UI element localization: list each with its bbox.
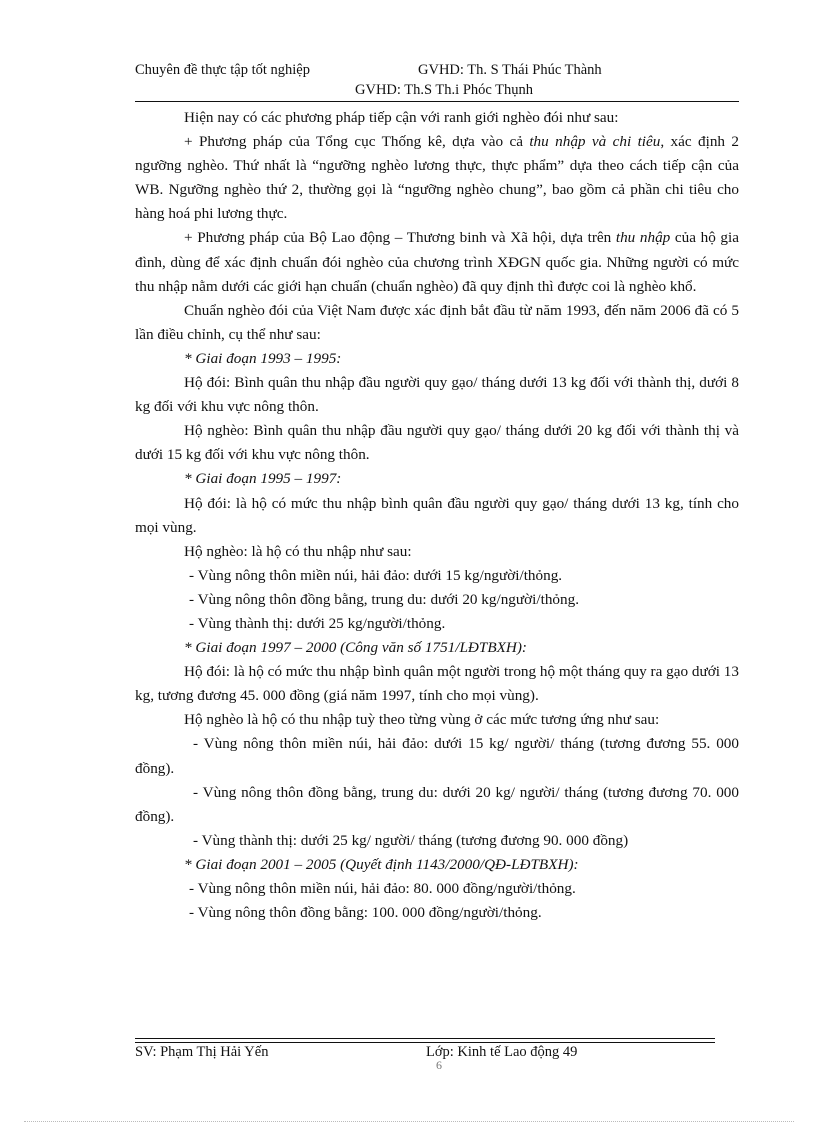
period-2-poor: Hộ nghèo: là hộ có thu nhập như sau:	[184, 542, 412, 560]
list-item: - Vùng nông thôn đồng bằng, trung du: dưới 20 kg/người/thỏng.	[189, 590, 579, 608]
header-advisor-2: GVHD: Th.S Th.i Phóc Thụnh	[355, 82, 534, 98]
page-bottom-edge	[24, 1121, 794, 1122]
method-1-paragraph: + Phương pháp của Tổng cục Thống kê, dựa vào cả thu nhập và chi tiêu, xác định 2 ngưỡng nghèo. Thứ nhất là “ngưỡng nghèo lương thực, thực phẩm” dựa theo cách tiếp cận của WB. Ngưỡng nghèo thứ 2, thường gọi là “ngưỡng nghèo chung”, bao gồm cả phần chi tiêu cho hàng hoá phi lương thực.	[135, 133, 740, 223]
method-2-paragraph: + Phương pháp của Bộ Lao động – Thương binh và Xã hội, dựa trên thu nhập của hộ gia đình, dùng để xác định chuẩn đói nghèo của chương trình XĐGN quốc gia. Những người có mức thu nhập nằm dưới các giới hạn chuẩn (chuẩn nghèo) đã quy định thì được coi là nghèo khổ.	[135, 229, 739, 295]
list-item: - Vùng thành thị: dưới 25 kg/người/thỏng.	[189, 614, 446, 632]
document-body	[135, 106, 739, 925]
footer-divider-double	[135, 1042, 715, 1043]
period-4-heading: * Giai đoạn 2001 – 2005 (Quyết định 1143/2000/QĐ-LĐTBXH):	[184, 855, 579, 873]
period-1-heading: * Giai đoạn 1993 – 1995:	[184, 349, 342, 367]
footer-class: Lớp: Kinh tế Lao động 49	[426, 1044, 578, 1060]
period-2-hungry: Hộ đói: là hộ có mức thu nhập bình quân đầu người quy gạo/ tháng dưới 13 kg, tính cho mọi vùng.	[135, 494, 739, 536]
period-3-poor: Hộ nghèo là hộ có thu nhập tuỳ theo từng vùng ở các mức tương ứng như sau:	[184, 711, 660, 729]
standard-intro-paragraph: Chuẩn nghèo đói của Việt Nam được xác định bắt đầu từ năm 1993, đến năm 2006 đã có 5 lần điều chỉnh, cụ thể như sau:	[135, 301, 739, 343]
list-item: - Vùng nông thôn miền núi, hải đảo: dưới 15 kg/người/thỏng.	[189, 566, 563, 584]
period-2-heading: * Giai đoạn 1995 – 1997:	[184, 470, 342, 488]
footer-divider	[135, 1038, 715, 1039]
header-divider	[135, 101, 739, 102]
list-item: - Vùng nông thôn đồng bằng: 100. 000 đồng/người/thỏng.	[189, 904, 542, 922]
period-3-hungry: Hộ đói: là hộ có mức thu nhập bình quân một người trong hộ một tháng quy ra gạo dưới 13 kg, tương đương 45. 000 đồng (giá năm 1997, tính cho mọi vùng).	[135, 663, 739, 705]
list-item: - Vùng thành thị: dưới 25 kg/ người/ tháng (tương đương 90. 000 đồng)	[193, 831, 629, 849]
period-1-hungry: Hộ đói: Bình quân thu nhập đầu người quy gạo/ tháng dưới 13 kg đối với thành thị, dưới 8 kg đối với khu vực nông thôn.	[135, 374, 739, 416]
page-number: 6	[436, 1058, 442, 1072]
header-title: Chuyên đề thực tập tốt nghiệp	[135, 62, 310, 78]
list-item: - Vùng nông thôn miền núi, hải đảo: 80. 000 đồng/người/thỏng.	[189, 880, 576, 897]
period-3-heading: * Giai đoạn 1997 – 2000 (Công văn số 1751/LĐTBXH):	[184, 639, 527, 657]
footer-student: SV: Phạm Thị Hải Yến	[135, 1044, 269, 1060]
period-1-poor: Hộ nghèo: Bình quân thu nhập đầu người quy gạo/ tháng dưới 20 kg đối với thành thị và dưới 15 kg đối với khu vực nông thôn.	[135, 422, 739, 464]
list-item: - Vùng nông thôn miền núi, hải đảo: dưới 15 kg/ người/ tháng (tương đương 55. 000 đồng).	[135, 735, 739, 777]
header-advisor-1: GVHD: Th. S Thái Phúc Thành	[418, 62, 602, 78]
list-item: - Vùng nông thôn đồng bằng, trung du: dưới 20 kg/ người/ tháng (tương đương 70. 000 đồng).	[135, 783, 739, 825]
intro-paragraph: Hiện nay có các phương pháp tiếp cận với ranh giới nghèo đói như sau:	[184, 109, 619, 126]
